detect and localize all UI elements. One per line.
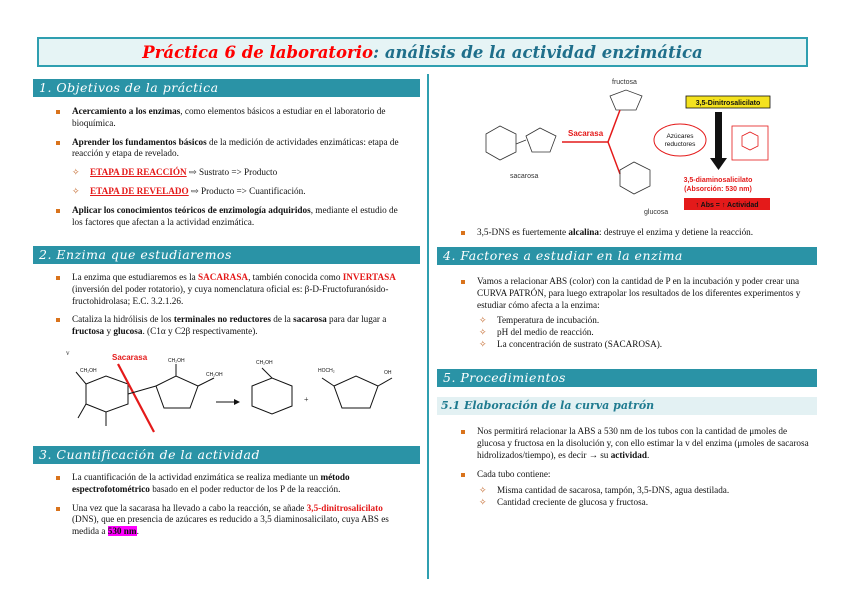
section-4-heading: 4. Factores a estudiar en la enzima (437, 247, 817, 265)
tube-contents-intro: Cada tubo contiene: (459, 469, 817, 481)
section-3-heading: 3. Cuantificación de la actividad (33, 446, 420, 464)
section-2-body (54, 272, 410, 338)
section-5-1-heading: 5.1 Elaboración de la curva patrón (437, 397, 817, 415)
quantification-method: La cuantificación de la actividad enzimática se realiza mediante un método espectrofotométrico basado en el poder reductor de los P de la reacción. (54, 472, 410, 496)
section-4-body (459, 276, 817, 351)
svg-text:HOCH₂: HOCH₂ (318, 368, 335, 374)
fructose-product (322, 376, 392, 408)
reducing-sugars-ellipse (654, 124, 706, 156)
sucrose-molecule (486, 126, 556, 160)
cleavage-line (118, 364, 154, 432)
section-1-heading: 1. Objetivos de la práctica (33, 79, 420, 97)
svg-text:↑ Abs = ↑ Actividad: ↑ Abs = ↑ Actividad (695, 202, 759, 209)
objective-3: Aplicar los conocimientos teóricos de enzimología adquiridos, mediante el estudio de los factores que afectan a la actividad enzimática. (54, 205, 410, 229)
diamino-label: 3,5-diaminosalicilato (683, 177, 753, 184)
svg-text:Azúcares: Azúcares (666, 133, 694, 140)
svg-text:(Absorción: 530 nm): (Absorción: 530 nm) (684, 186, 752, 193)
svg-text:reductores: reductores (664, 141, 696, 148)
sacarasa-label: Sacarasa (112, 353, 148, 362)
page-title (37, 37, 808, 67)
sucrose-hydrolysis-figure (66, 346, 410, 434)
fructosa-label: fructosa (612, 79, 637, 86)
fructose-ring-left (128, 364, 214, 408)
enzyme-description: La enzima que estudiaremos es la SACARASA, también conocida como INVERTASA (inversión del poder rotatorio), y cuya nomenclatura oficial es: β-D-Fructofuranósido-fructohidrolasa; E.C. 3.2.1.26. (54, 272, 410, 307)
standard-curve-purpose: Nos permitirá relacionar la ABS a 530 nm de los tubos con la cantidad de μmoles de glucosa y fructosa en la disolución y, con ello estimar la v del enzima (μmoles de sacarosa hidrolizados/tiempo), es decir → su actividad. (459, 426, 817, 461)
section-3-body (54, 472, 410, 538)
svg-text:CH₂OH: CH₂OH (206, 372, 223, 378)
svg-text:CH₂OH: CH₂OH (256, 360, 273, 366)
tube-content-2: ✧ Cantidad creciente de glucosa y fructosa. (479, 496, 649, 507)
svg-text:OH: OH (384, 370, 392, 376)
svg-text:3,5-Dinitrosalicilato: 3,5-Dinitrosalicilato (695, 100, 761, 107)
stage-reaction: ✧ ETAPA DE REACCIÓN ⇨ Sustrato => Producto (72, 167, 278, 178)
sucrose-hydrolysis-diagram (66, 346, 410, 434)
section-5-heading: 5. Procedimientos (437, 369, 817, 387)
factor-substrate: ✧ La concentración de sustrato (SACAROSA). (479, 338, 663, 349)
section-2-heading: 2. Enzima que estudiaremos (33, 246, 420, 264)
dns-reaction: Una vez que la sacarasa ha llevado a cabo la reacción, se añade 3,5-dinitrosalicilato (DNS), que en presencia de azúcares es reducido a 3,5 diaminosalicilato, cuya ABS es medida a 530 nm. (54, 503, 410, 538)
factors-intro: Vamos a relacionar ABS (color) con la cantidad de P en la incubación y poder crear una CURVA PATRÓN, para luego extrapolar los resultados de los diferentes experimentos y estudiar cómo afecta a la enzima: (459, 276, 817, 311)
stage-development: ✧ ETAPA DE REVELADO ⇨ Producto => Cuantificación. (72, 185, 306, 196)
glucosa-label: glucosa (644, 209, 669, 216)
dns-structure (732, 126, 768, 160)
svg-text:CH₂OH: CH₂OH (80, 368, 97, 374)
figure-v-label: v (66, 349, 70, 357)
svg-text:CH₂OH: CH₂OH (168, 358, 185, 364)
objective-1: Acercamiento a los enzimas, como elementos básicos a estudiar en el laboratorio de bioquímica. (54, 106, 410, 130)
section-1-body (54, 106, 410, 228)
enzyme-catalysis: Cataliza la hidrólisis de los terminales no reductores de la sacarosa para dar lugar a fructosa y glucosa. (C1α y C2β respectivamente). (54, 314, 410, 338)
factor-temperature: ✧ Temperatura de incubación. (479, 315, 600, 326)
dns-reaction-figure (470, 74, 776, 220)
title-part-2: : análisis de la actividad enzimática (372, 42, 703, 62)
sacarasa-enzyme-label: Sacarasa (568, 129, 604, 138)
tube-content-1: ✧ Misma cantidad de sacarosa, tampón, 3,5-DNS, agua destilada. (479, 485, 730, 496)
glucose-product (252, 368, 292, 414)
dns-reaction-diagram (470, 74, 776, 220)
sacarosa-label: sacarosa (510, 173, 539, 180)
column-divider (427, 74, 429, 579)
glucose-ring-left (76, 372, 128, 426)
section-5-body (459, 426, 817, 509)
title-part-1: Práctica 6 de laboratorio (142, 42, 373, 62)
dns-alkaline-note: 3,5-DNS es fuertemente alcalina: destruye el enzima y detiene la reacción. (459, 227, 817, 239)
objective-2: Aprender los fundamentos básicos de la medición de actividades enzimáticas: etapa de reacción y etapa de revelado. (54, 137, 410, 161)
factor-ph: ✧ pH del medio de reacción. (479, 327, 594, 338)
svg-text:+: + (304, 395, 309, 404)
down-arrow (710, 158, 727, 170)
